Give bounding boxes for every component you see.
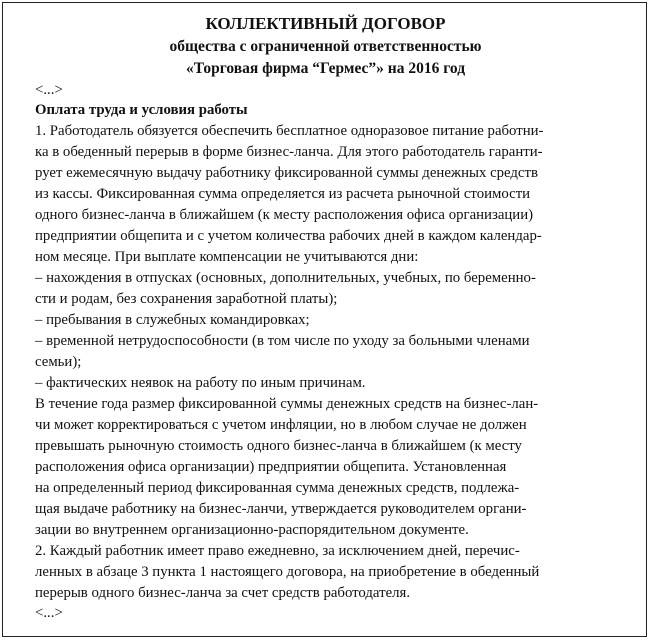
body-text-line: 1. Работодатель обязуется обеспечить бесплатное одноразовое питание работни- bbox=[35, 123, 544, 139]
body-text-line: перерыв одного бизнес-ланча за счет средств работодателя. bbox=[35, 585, 411, 601]
document-subtitle-company-type: общества с ограниченной ответственностью bbox=[169, 38, 482, 55]
body-text-line: одного бизнес-ланча в ближайшем (к месту расположения офиса организации) bbox=[35, 207, 534, 223]
list-item-line: – пребывания в служебных командировках; bbox=[35, 312, 310, 328]
body-text-line: предприятии общепита и с учетом количества рабочих дней в каждом календар- bbox=[35, 228, 542, 244]
list-item-line: – фактических неявок на работу по иным причинам. bbox=[35, 375, 366, 391]
body-text-line: превышать рыночную стоимость одного бизнес-ланча в ближайшем (к месту bbox=[35, 438, 522, 454]
body-text-line: из кассы. Фиксированная сумма определяется из расчета рыночной стоимости bbox=[35, 186, 531, 202]
list-item-line: – нахождения в отпусках (основных, дополнительных, учебных, по беременно- bbox=[35, 270, 536, 286]
section-heading: Оплата труда и условия работы bbox=[35, 102, 248, 118]
list-item-line: сти и родам, без сохранения заработной платы); bbox=[35, 291, 338, 307]
document-frame bbox=[2, 2, 647, 637]
body-text-line: В течение года размер фиксированной суммы денежных средств на бизнес-лан- bbox=[35, 396, 539, 412]
body-text-line: 2. Каждый работник имеет право ежедневно, за исключением дней, перечис- bbox=[35, 543, 520, 559]
body-text-line: зации во внутреннем организационно-распорядительном документе. bbox=[35, 522, 469, 538]
body-text-line: ленных в абзаце 3 пункта 1 настоящего договора, на приобретение в обеденный bbox=[35, 564, 540, 580]
body-text-line: на определенный период фиксированная сумма денежных средств, подлежа- bbox=[35, 480, 520, 496]
body-text-line: ном месяце. При выплате компенсации не учитываются дни: bbox=[35, 249, 419, 265]
ellipsis-marker-bottom: <...> bbox=[35, 605, 63, 621]
body-text-line: щая выдаче работнику на бизнес-ланчи, утверждается руководителем органи- bbox=[35, 501, 527, 517]
document-subtitle-company-name: «Торговая фирма “Гермес”» на 2016 год bbox=[185, 60, 466, 77]
list-item-line: – временной нетрудоспособности (в том числе по уходу за больными членами bbox=[35, 333, 530, 349]
document-title: КОЛЛЕКТИВНЫЙ ДОГОВОР bbox=[205, 14, 446, 33]
body-text-line: ка в обеденный перерыв в форме бизнес-ланча. Для этого работодатель гаранти- bbox=[35, 144, 543, 160]
body-text-line: расположения офиса организации) предприятии общепита. Установленная bbox=[35, 459, 507, 475]
body-text-line: рует ежемесячную выдачу работнику фиксированной суммы денежных средств bbox=[35, 165, 538, 181]
ellipsis-marker-top: <...> bbox=[35, 82, 63, 98]
list-item-line: семьи); bbox=[35, 354, 82, 370]
body-text-line: чи может корректироваться с учетом инфляции, но в любом случае не должен bbox=[35, 417, 527, 433]
